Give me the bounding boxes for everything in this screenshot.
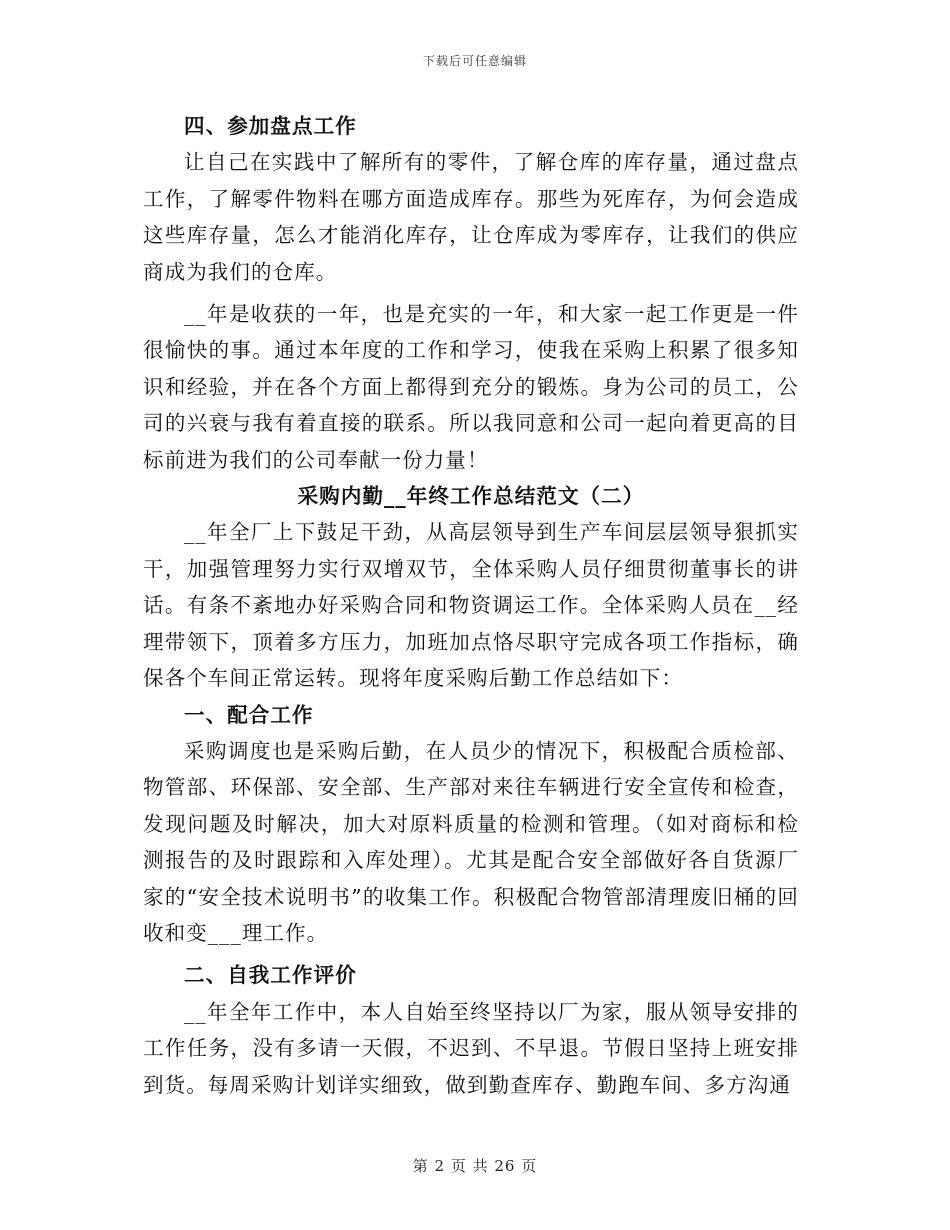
paragraph-cooperation: 采购调度也是采购后勤，在人员少的情况下，积极配合质检部、物管部、环保部、安全部、生产部对来往车辆进行安全宣传和检查，发现问题及时解决，加大对原料质量的检测和管理。（如对商标和检测报告的及时跟踪和入库处理）。尤其是配合安全部做好各自货源厂家的“安全技术说明书”的收集工作。积极配合物管部清理废旧桶的回收和变___理工作。 — [143, 738, 799, 945]
page-header: 下载后可任意编辑 — [422, 54, 527, 68]
section-heading-cooperation: 一、配合工作 — [184, 702, 314, 727]
section-heading-inventory: 四、参加盘点工作 — [184, 114, 357, 138]
paragraph-inventory: 让自己在实践中了解所有的零件，了解仓库的库存量，通过盘点工作，了解零件物料在哪方面造成库存。那些为死库存，为何会造成这些库存量，怎么才能消化库存，让仓库成为零库存，让我们的供应商成为我们的仓库。 — [143, 150, 799, 284]
document-title-part2: 采购内勤__年终工作总结范文（二） — [297, 484, 645, 509]
section-heading-self-evaluation: 二、自我工作评价 — [184, 963, 357, 988]
paragraph-self-evaluation: __年全年工作中，本人自始至终坚持以厂为家，服从领导安排的工作任务，没有多请一天假，不迟到、不早退。节假日坚持上班安排到货。每周采购计划详实细致，做到勤查库存、勤跑车间、多方沟通 — [143, 999, 799, 1097]
document-body — [143, 108, 799, 1103]
page-footer: 第 2 页 共 26 页 — [412, 1157, 538, 1175]
paragraph-intro: __年全厂上下鼓足干劲，从高层领导到生产车间层层领导狠抓实干，加强管理努力实行双增双节，全体采购人员仔细贯彻董事长的讲话。有条不紊地办好采购合同和物资调运工作。全体采购人员在__经理带领下，顶着多方压力，加班加点恪尽职守完成各项工作指标，确保各个车间正常运转。现将年度采购后勤工作总结如下： — [143, 520, 799, 691]
paragraph-closing: __年是收获的一年，也是充实的一年，和大家一起工作更是一件很愉快的事。通过本年度的工作和学习，使我在采购上积累了很多知识和经验，并在各个方面上都得到充分的锻炼。身为公司的员工，公司的兴衰与我有着直接的联系。所以我同意和公司一起向着更高的目标前进为我们的公司奉献一份力量！ — [143, 302, 799, 472]
